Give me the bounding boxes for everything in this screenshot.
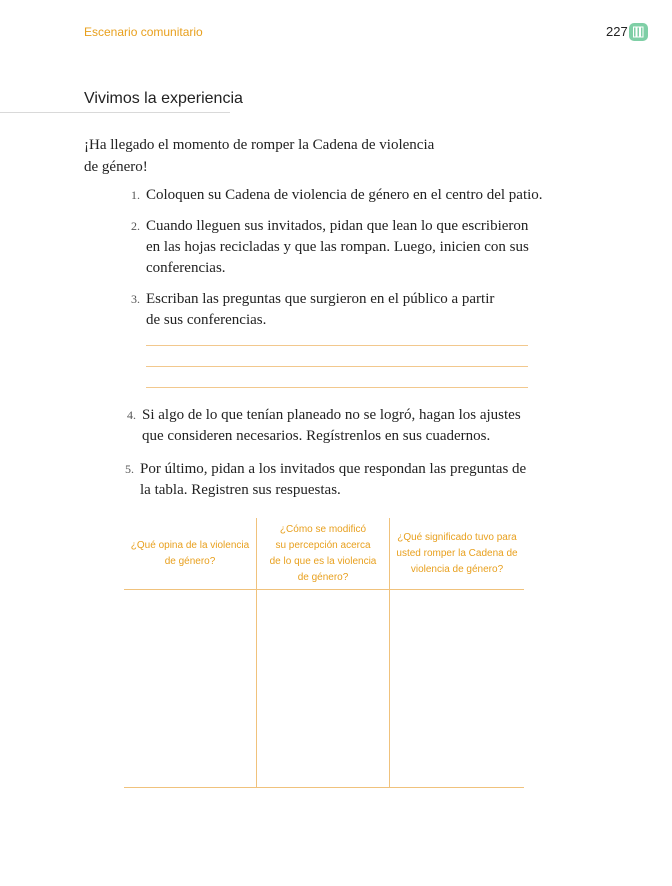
table-header-cell [257,518,389,590]
table-header-line: de género? [164,556,216,567]
table-header-cell [390,518,524,590]
intro-paragraph [84,134,464,178]
step-number: 2. [131,219,140,233]
step-text-line: Cuando lleguen sus invitados, pidan que lean lo que escribieron [146,218,529,234]
step-text-line: la tabla. Registren sus respuestas. [140,482,341,498]
answer-line[interactable] [146,387,528,388]
intro-line: de género! [84,159,148,175]
section-title-rule [0,112,230,113]
step-text-line: Si algo de lo que tenían planeado no se logró, hagan los ajustes [142,407,521,423]
books-icon [629,23,648,41]
table-header-line: violencia de género? [410,564,504,575]
step-number: 1. [131,188,140,202]
step-text-line: Por último, pidan a los invitados que respondan las preguntas de [140,461,527,477]
table-header-line: ¿Cómo se modificó [279,524,367,535]
table-answer-cell[interactable] [390,590,524,787]
table-header-cell [124,518,256,590]
table-answer-cell[interactable] [124,590,256,787]
table-header-line: su percepción acerca [275,540,371,551]
step-text-line: de sus conferencias. [146,312,267,328]
step-text-line: Escriban las preguntas que surgieron en el público a partir [146,291,495,307]
answer-line[interactable] [146,345,528,346]
step-text-line: que consideren necesarios. Regístrenlos en sus cuadernos. [142,428,491,444]
table-header-line: de género? [297,572,349,583]
step-number: 3. [131,292,140,306]
step-text-line: Coloquen su Cadena de violencia de género en el centro del patio. [146,187,543,203]
step-text-line: en las hojas recicladas y que las rompan. Luego, inicien con sus [146,239,529,255]
table-answer-cell[interactable] [257,590,389,787]
section-title: Vivimos la experiencia [84,90,243,107]
table-bottom-rule [124,787,524,788]
table-header-line: ¿Qué significado tuvo para [397,532,517,543]
section-name: Escenario comunitario [84,25,203,39]
page-number: 227 [606,24,628,39]
table-header-line: de lo que es la violencia [269,556,377,567]
step-text-line: conferencias. [146,260,226,276]
step-number: 5. [125,462,134,476]
response-table [124,518,524,788]
answer-line[interactable] [146,366,528,367]
table-header-line: ¿Qué opina de la violencia [130,540,250,551]
intro-line: ¡Ha llegado el momento de romper la Cadena de violencia [84,137,435,153]
table-header-line: usted romper la Cadena de [396,548,518,559]
step-number: 4. [127,408,136,422]
